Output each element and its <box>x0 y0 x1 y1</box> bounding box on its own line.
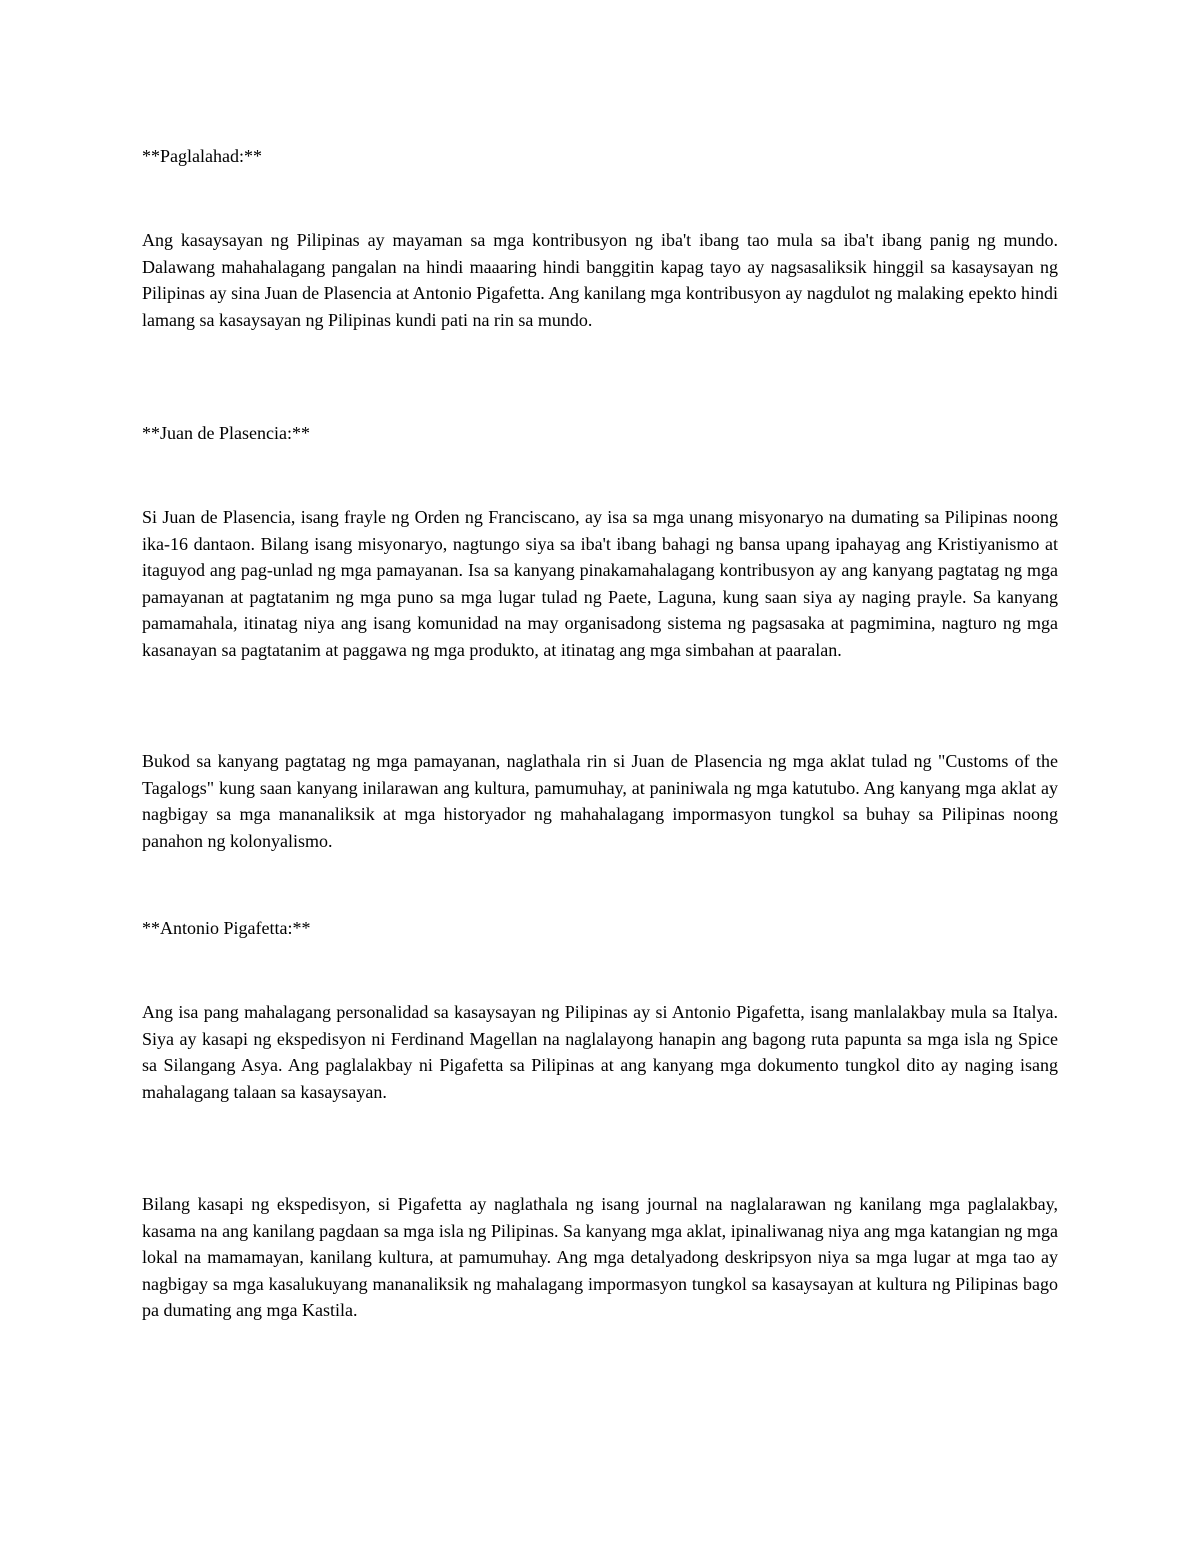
paragraph-plasencia-2: Bukod sa kanyang pagtatag ng mga pamayanan, naglathala rin si Juan de Plasencia ng mga aklat tulad ng "Customs of the Tagalogs" kung saan kanyang inilarawan ang kultura, pamumuhay, at paniniwala ng mga katutubo. Ang kanyang mga aklat ay nagbigay sa mga mananaliksik at mga historyador ng mahahalagang impormasyon tungkol sa buhay sa Pilipinas noong panahon ng kolonyalismo. <box>142 751 1058 851</box>
paragraph-pigafetta-1: Ang isa pang mahalagang personalidad sa kasaysayan ng Pilipinas ay si Antonio Pigafetta, isang manlalakbay mula sa Italya. Siya ay kasapi ng ekspedisyon ni Ferdinand Magellan na naglalayong hanapin ang bagong ruta papunta sa mga isla ng Spice sa Silangang Asya. Ang paglalakbay ni Pigafetta sa Pilipinas at ang kanyang mga dokumento tungkol dito ay naging isang mahalagang talaan sa kasaysayan. <box>142 1002 1058 1102</box>
paragraph-paglalahad: Ang kasaysayan ng Pilipinas ay mayaman sa mga kontribusyon ng iba't ibang tao mula sa iba't ibang panig ng mundo. Dalawang mahahalagang pangalan na hindi maaaring hindi banggitin kapag tayo ay nagsasaliksik hinggil sa kasaysayan ng Pilipinas ay sina Juan de Plasencia at Antonio Pigafetta. Ang kanilang mga kontribusyon ay nagdulot ng malaking epekto hindi lamang sa kasaysayan ng Pilipinas kundi pati na rin sa mundo. <box>142 230 1058 330</box>
paragraph-pigafetta-2: Bilang kasapi ng ekspedisyon, si Pigafetta ay naglathala ng isang journal na naglalarawan ng kanilang mga paglalakbay, kasama na ang kanilang pagdaan sa mga isla ng Pilipinas. Sa kanyang mga aklat, ipinaliwanag niya ang mga katangian ng mga lokal na mamamayan, kanilang kultura, at pamumuhay. Ang mga detalyadong deskripsyon niya sa mga lugar at mga tao ay nagbigay sa mga kasalukuyang mananaliksik ng mahalagang impormasyon tungkol sa kasaysayan at kultura ng Pilipinas bago pa dumating ang mga Kastila. <box>142 1194 1058 1320</box>
section-heading-juan-de-plasencia: **Juan de Plasencia:** <box>142 423 310 443</box>
paragraph-plasencia-1: Si Juan de Plasencia, isang frayle ng Orden ng Franciscano, ay isa sa mga unang misyonaryo na dumating sa Pilipinas noong ika-16 dantaon. Bilang isang misyonaryo, nagtungo siya sa iba't ibang bahagi ng bansa upang ipahayag ang Kristiyanismo at itaguyod ang pag-unlad ng mga pamayanan. Isa sa kanyang pinakamahalagang kontribusyon ay ang kanyang pagtatag ng mga pamayanan at pagtatanim ng mga puno sa mga lugar tulad ng Paete, Laguna, kung saan siya ay naging prayle. Sa kanyang pamamahala, itinatag niya ang isang komunidad na may organisadong sistema ng pagsasaka at pagmimina, nagturo ng mga kasanayan sa pagtatanim at paggawa ng mga produkto, at itinatag ang mga simbahan at paaralan. <box>142 507 1058 660</box>
section-heading-antonio-pigafetta: **Antonio Pigafetta:** <box>142 918 311 938</box>
section-heading-paglalahad: **Paglalahad:** <box>142 146 262 166</box>
